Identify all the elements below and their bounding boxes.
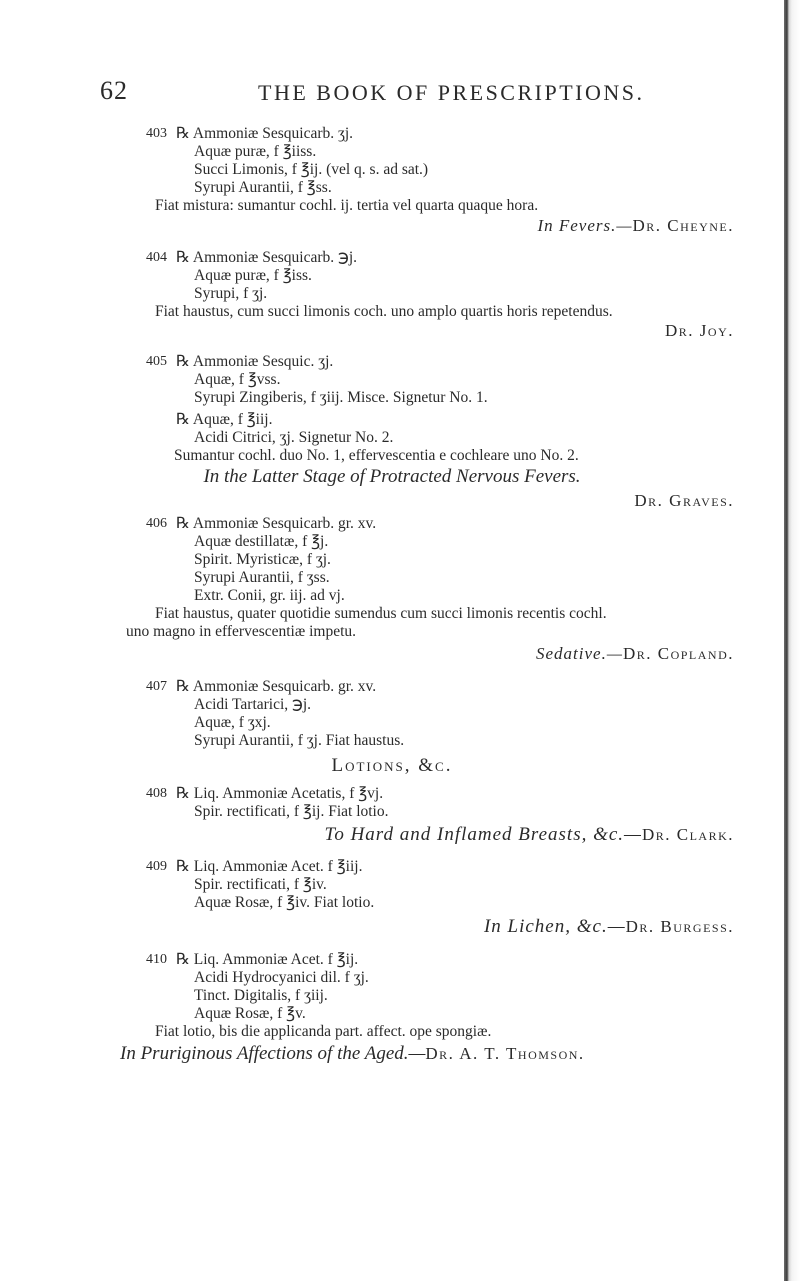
author-name: Dr. Graves. (634, 491, 734, 510)
ingredient-line: Aquæ destillatæ, f ℥j. (194, 533, 329, 550)
directions-line: Fiat lotio, bis die applicanda part. affect. ope spongiæ. (155, 1023, 492, 1040)
ingredient-line: ℞ Liq. Ammoniæ Acet. f ℥ij. (176, 951, 359, 968)
section-heading: Lotions, &c. (331, 755, 453, 776)
ingredient-line: Aquæ puræ, f ℥iiss. (194, 143, 317, 160)
use-label: In Fevers.— (537, 216, 633, 235)
ingredient-line: Succi Limonis, f ℥ij. (vel q. s. ad sat.) (194, 161, 429, 178)
ingredient-line: Aquæ, f ℥vss. (194, 371, 281, 388)
ingredient-line: Acidi Tartarici, ℈j. (194, 696, 312, 713)
ingredient-line: Aquæ puræ, f ℥iss. (194, 267, 312, 284)
ingredient-line: Spirit. Myristicæ, f ʒj. (194, 551, 331, 568)
directions-line: Fiat mistura: sumantur cochl. ij. tertia vel quarta quaque hora. (155, 197, 539, 214)
use-label: In Lichen, &c.— (483, 916, 626, 937)
attribution (665, 322, 734, 340)
attribution (325, 826, 734, 844)
page-number: 62 (100, 76, 128, 105)
ingredient-line: ℞ Ammoniæ Sesquic. ʒj. (176, 353, 334, 370)
use-label: To Hard and Inflamed Breasts, &c.— (324, 824, 642, 845)
author-name: Dr. Cheyne. (632, 216, 734, 235)
ingredient-line: Acidi Hydrocyanici dil. f ʒj. (194, 969, 369, 986)
prescription-number: 406 (146, 516, 167, 531)
ingredient-line: Aquæ Rosæ, f ℥iv. Fiat lotio. (194, 894, 375, 911)
author-name: Dr. Burgess. (625, 917, 734, 936)
ingredient-line: Spir. rectificati, f ℥ij. Fiat lotio. (194, 803, 389, 820)
running-title: THE BOOK OF PRESCRIPTIONS. (258, 80, 645, 105)
prescription-number: 408 (146, 786, 167, 801)
ingredient-line: ℞ Liq. Ammoniæ Acetatis, f ℥vj. (176, 785, 384, 802)
author-name: Dr. A. T. Thomson. (425, 1044, 585, 1063)
author-name: Dr. Copland. (622, 644, 734, 663)
directions-line: uno magno in effervescentiæ impetu. (126, 623, 357, 640)
ingredient-line: Spir. rectificati, f ℥iv. (194, 876, 327, 893)
attribution (634, 492, 734, 510)
prescription-number: 407 (146, 679, 167, 694)
ingredient-line: Syrupi Aurantii, f ℥ss. (194, 179, 332, 196)
ingredient-line: Syrupi Aurantii, f ʒss. (194, 569, 330, 586)
attribution (120, 1045, 585, 1064)
ingredient-line: Aquæ, f ʒxj. (194, 714, 271, 731)
prescription-number: 405 (146, 354, 167, 369)
directions-line: Fiat haustus, quater quotidie sumendus cum succi limonis recentis cochl. (155, 605, 607, 622)
use-label: In Pruriginous Affections of the Aged.— (120, 1043, 426, 1064)
prescription-number: 404 (146, 250, 167, 265)
use-heading: In the Latter Stage of Protracted Nervous Fevers. (203, 466, 581, 487)
prescription-number: 403 (146, 126, 167, 141)
ingredient-line: Syrupi Zingiberis, f ʒiij. Misce. Signetur No. 1. (194, 389, 488, 406)
attribution (537, 217, 734, 235)
ingredient-line: ℞ Ammoniæ Sesquicarb. ℈j. (176, 249, 358, 266)
ingredient-line: Syrupi, f ʒj. (194, 285, 268, 302)
directions-line: Sumantur cochl. duo No. 1, effervescentia e cochleare uno No. 2. (174, 447, 579, 464)
ingredient-line: Syrupi Aurantii, f ʒj. Fiat haustus. (194, 732, 405, 749)
ingredient-line: Acidi Citrici, ʒj. Signetur No. 2. (194, 429, 394, 446)
ingredient-line: Aquæ Rosæ, f ℥v. (194, 1005, 306, 1022)
ingredient-line: ℞ Ammoniæ Sesquicarb. ʒj. (176, 125, 354, 142)
author-name: Dr. Joy. (665, 321, 734, 340)
page-binding-edge (784, 0, 800, 1281)
directions-line: Fiat haustus, cum succi limonis coch. uno amplo quartis horis repetendus. (155, 303, 613, 320)
use-label: Sedative.— (536, 644, 623, 663)
ingredient-line: Extr. Conii, gr. iij. ad vj. (194, 587, 345, 604)
ingredient-line: Tinct. Digitalis, f ʒiij. (194, 987, 328, 1004)
ingredient-line: ℞ Aquæ, f ℥iij. (176, 411, 273, 428)
author-name: Dr. Clark. (641, 825, 734, 844)
attribution (536, 645, 734, 663)
ingredient-line: ℞ Ammoniæ Sesquicarb. gr. xv. (176, 678, 377, 695)
prescription-number: 409 (146, 859, 167, 874)
ingredient-line: ℞ Ammoniæ Sesquicarb. gr. xv. (176, 515, 377, 532)
prescription-number: 410 (146, 952, 167, 967)
attribution (484, 918, 734, 936)
ingredient-line: ℞ Liq. Ammoniæ Acet. f ℥iij. (176, 858, 363, 875)
